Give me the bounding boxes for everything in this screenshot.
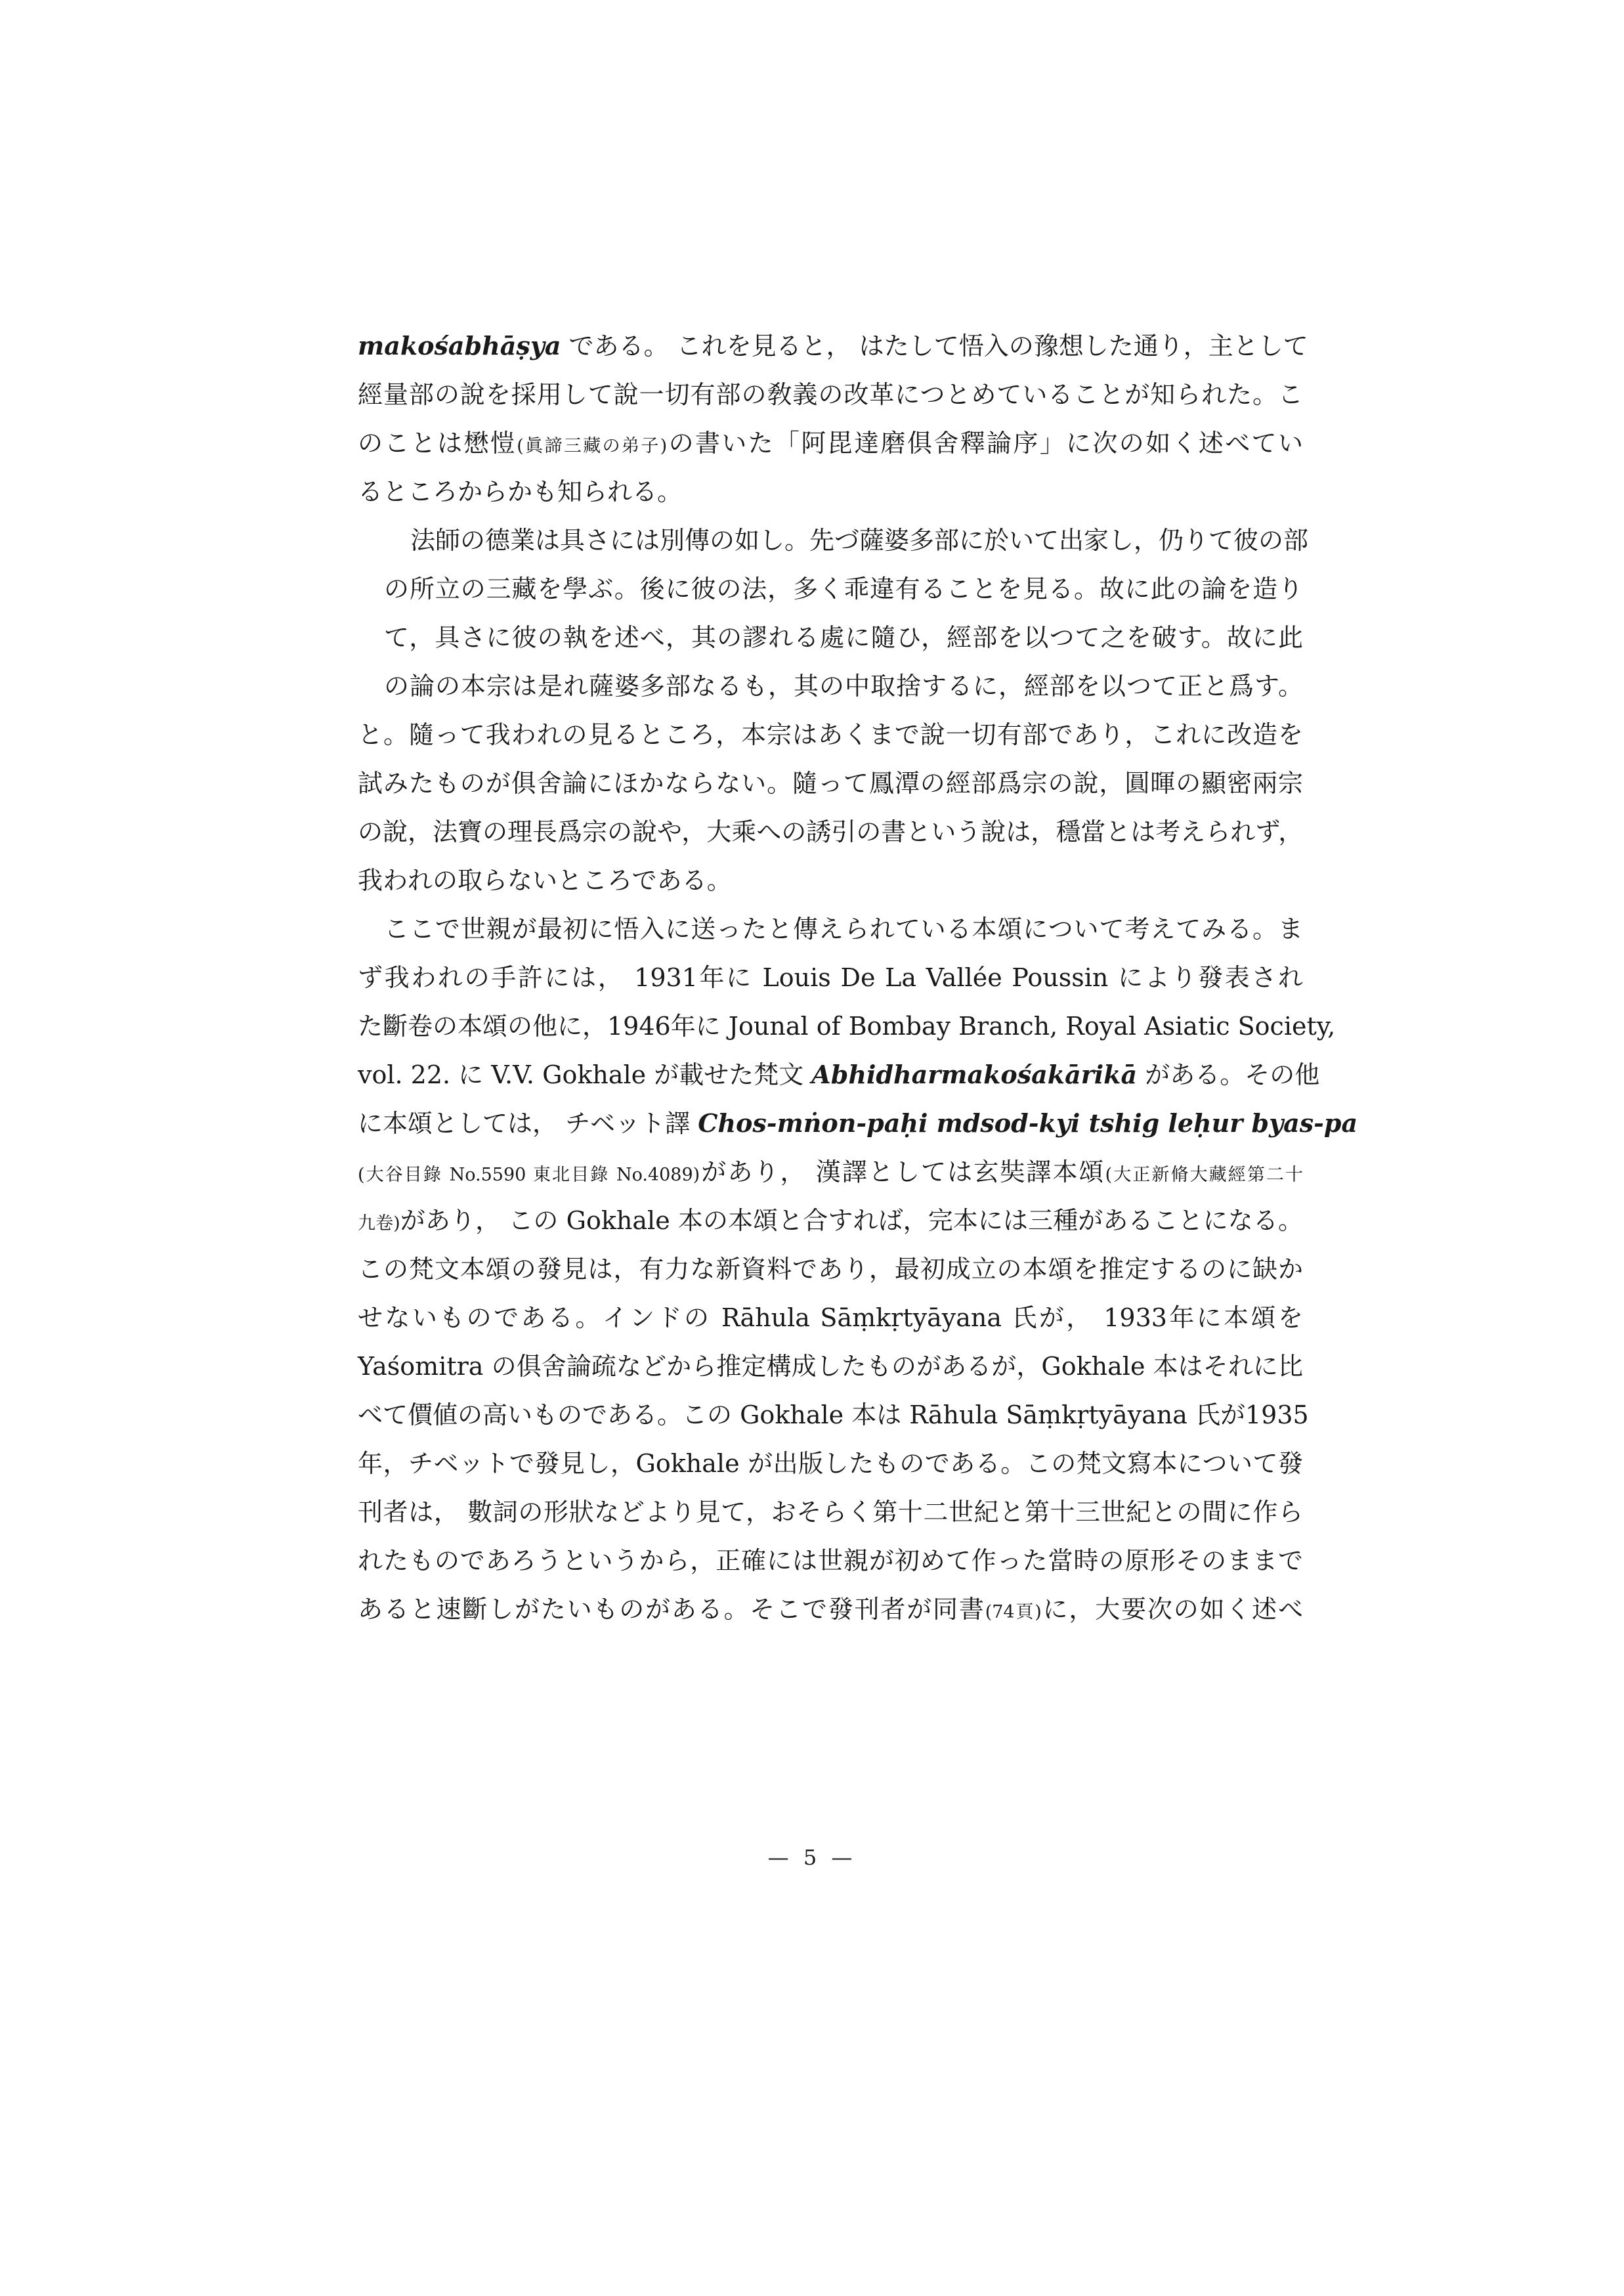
text-line	[358, 1051, 1320, 1099]
inline-note: (74頁)	[985, 1602, 1042, 1622]
text-segment: のことは懋愷	[358, 429, 517, 458]
text-line	[358, 1196, 1303, 1245]
inline-note: (眞諦三藏の弟子)	[517, 436, 668, 456]
block-quote	[358, 516, 1309, 710]
text-line: せないものである。インドの Rāhula Sāṃkṛtyāyana 氏が， 1933年に本頌を	[358, 1303, 1303, 1332]
text-line: べて價値の高いものである。この Gokhale 本は Rāhula Sāṃkṛtyāyana 氏が1935	[358, 1400, 1309, 1429]
text-segment: に，大要次の如く述べ	[1041, 1595, 1303, 1624]
quote-line: の論の本宗は是れ薩婆多部なるも，其の中取捨するに，經部を以つて正と爲す。	[384, 672, 1303, 701]
text-line: この梵文本頌の發見は，有力な新資料であり，最初成立の本頌を推定するのに缺か	[358, 1255, 1303, 1284]
text-line: 我われの取らないところである。	[358, 866, 732, 895]
quote-line: の所立の三藏を學ぶ。後に彼の法，多く乖違有ることを見る。故に此の論を造り	[384, 574, 1303, 603]
text-segment: vol. 22. に V.V. Gokhale が載せた梵文	[358, 1060, 804, 1089]
page-number: — 5 —	[767, 1845, 857, 1870]
text-segment: がある。その他	[1145, 1060, 1320, 1089]
term-abhidharmakosakarika: Abhidharmakośakārikā	[811, 1060, 1138, 1089]
text-segment: に本頌としては， チベット譯	[358, 1109, 691, 1138]
inline-note: 九卷)	[358, 1213, 400, 1234]
text-segment: あると速斷しがたいものがある。そこで發刊者が同書	[358, 1595, 985, 1624]
body-text	[358, 322, 1358, 1634]
text-line: と。隨って我われの見るところ，本宗はあくまで說一切有部であり，これに改造を	[358, 720, 1303, 749]
text-line: 經量部の說を採用して說一切有部の敎義の改革につとめていることが知られた。こ	[358, 380, 1303, 409]
text-line	[358, 1148, 1303, 1196]
term-tibetan-title: Chos-mṅon-paḥi mdsod-kyi tshig leḥur byas-pa	[698, 1108, 1358, 1138]
text-line: るところからかも知られる。	[358, 477, 683, 506]
quote-line: 法師の德業は具さには別傳の如し。先づ薩婆多部に於いて出家し，仍りて彼の部	[410, 526, 1309, 555]
inline-note: (大谷目錄 No.5590 東北目錄 No.4089)	[358, 1165, 700, 1185]
text-line: の說，法寶の理長爲宗の說や，大乘への誘引の書という說は，穩當とは考えられず，	[358, 817, 1304, 846]
text-segment: があり， 漢譯としては玄奘譯本頌	[700, 1158, 1105, 1186]
text-segment: の書いた「阿毘達磨俱舍釋論序」に次の如く述べてい	[667, 429, 1303, 458]
paragraph-main	[358, 905, 1358, 1634]
text-line	[358, 1585, 1303, 1634]
text-line: 試みたものが俱舍論にほかならない。隨って鳳潭の經部爲宗の說，圓暉の顯密兩宗	[358, 769, 1303, 798]
text-segment: があり， この Gokhale 本の本頌と合すれば，完本には三種があることになる。	[400, 1206, 1303, 1235]
text-line: れたものであろうというから，正確には世親が初めて作った當時の原形そのままで	[358, 1546, 1303, 1575]
paragraph-opening	[358, 322, 1308, 516]
text-line: ず我われの手許には， 1931年に Louis De La Vallée Poussin により發表され	[358, 963, 1303, 992]
inline-note: (大正新脩大藏經第二十	[1105, 1165, 1303, 1185]
text-line: Yaśomitra の俱舍論疏などから推定構成したものがあるが，Gokhale 本はそれに比	[358, 1352, 1303, 1381]
quote-line: て，具さに彼の執を述べ，其の謬れる處に隨ひ，經部を以つて之を破す。故に此	[384, 623, 1303, 652]
text-line: 刊者は， 數詞の形狀などより見て，おそらく第十二世紀と第十三世紀との間に作ら	[358, 1498, 1303, 1527]
term-makosabhasya: makośabhāṣya	[358, 331, 561, 360]
text-line	[358, 1099, 1358, 1148]
text-line	[358, 419, 1303, 467]
text-line: 年，チベットで發見し，Gokhale が出版したものである。この梵文寫本について發	[358, 1449, 1303, 1478]
text-line: ここで世親が最初に悟入に送ったと傳えられている本頌について考えてみる。ま	[384, 915, 1303, 943]
text-line: た斷卷の本頌の他に，1946年に Jounal of Bombay Branch, Royal Asiatic Society,	[358, 1012, 1336, 1041]
text-segment: である。 これを見ると， はたして悟入の豫想した通り，主として	[568, 332, 1308, 360]
paragraph-conclusion	[358, 710, 1303, 905]
text-line	[358, 322, 1308, 370]
